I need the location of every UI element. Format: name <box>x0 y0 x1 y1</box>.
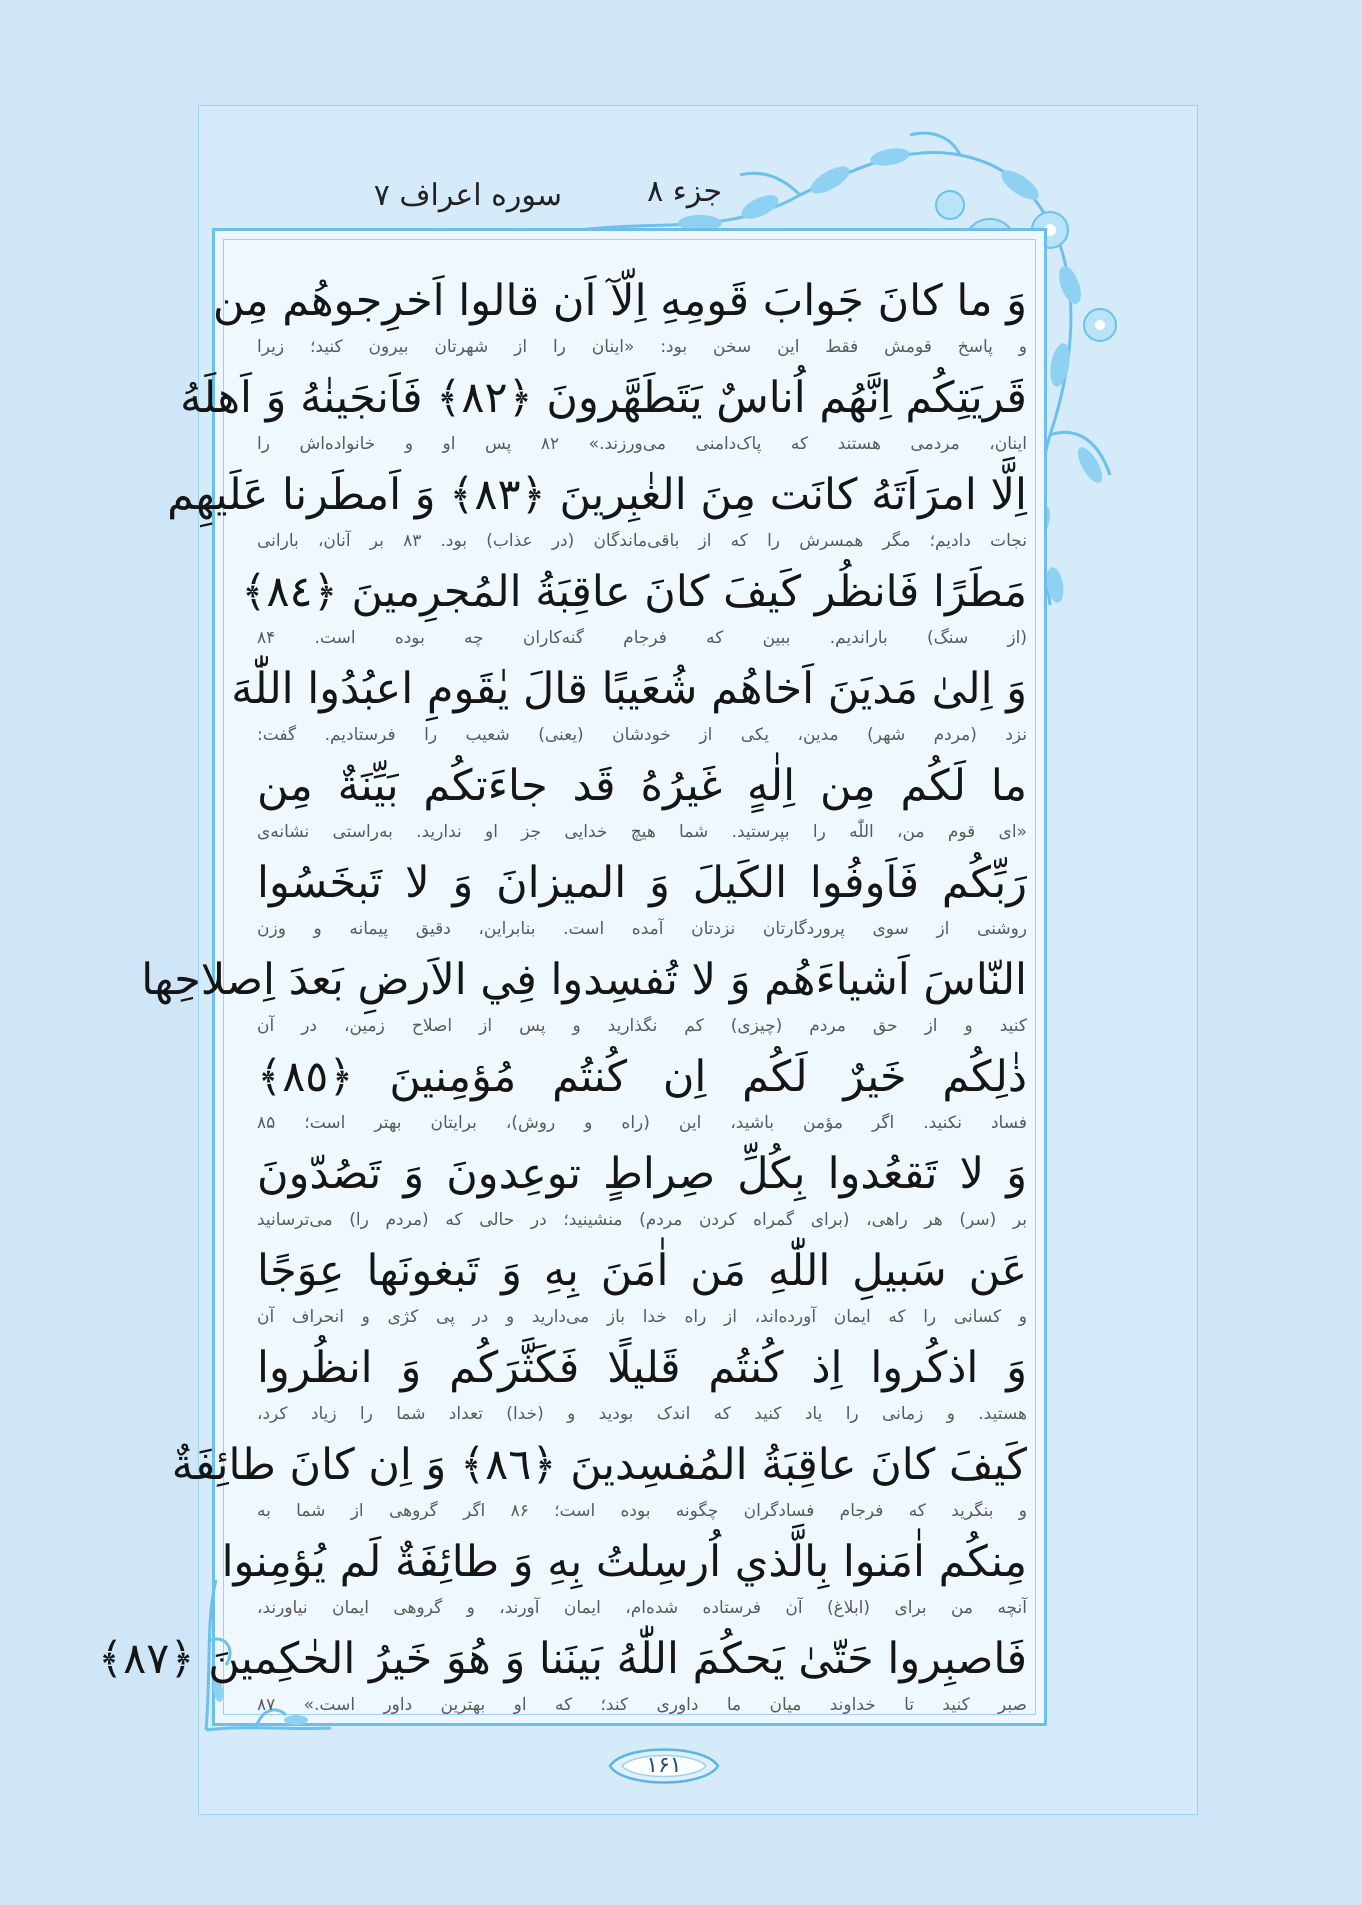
verse-block <box>257 753 1027 850</box>
persian-translation: هستید. و زمانی را یاد کنید که اندک بودید و (خدا) تعداد شما را زیاد کرد، <box>257 1404 1027 1424</box>
persian-translation: نجات دادیم؛ مگر همسرش را که از باقی‌ماندگان (در عذاب) بود. ۸۳ بر آنان، بارانی <box>257 531 1027 551</box>
verse-block <box>167 462 1027 559</box>
persian-translation: «ای قوم من، اللّٰه را بپرستید. شما هیچ خدایی جز او ندارید. به‌راستی نشانه‌ی <box>257 822 1027 842</box>
arabic-line: فَاصبِروا حَتّىٰ يَحكُمَ اللّٰهُ بَينَنا وَ هُوَ خَيرُ الحٰكِمينَ ﴿٨٧﴾ <box>97 1634 1027 1684</box>
persian-translation: روشنی از سوی پروردگارتان نزدتان آمده است. بنابراین، دقیق پیمانه و وزن <box>257 919 1027 939</box>
arabic-line: وَ اذكُروا اِذ كُنتُم قَليلًا فَكَثَّرَكُم وَ انظُروا <box>257 1343 1027 1393</box>
arabic-line: رَبِّكُم فَاَوفُوا الكَيلَ وَ الميزانَ وَ لا تَبخَسُوا <box>257 858 1027 908</box>
verse-block <box>212 268 1027 365</box>
persian-translation: نزد (مردم شهر) مدین، یکی از خودشان (یعنی) شعیب را فرستادیم. گفت: <box>257 725 1027 745</box>
verse-content <box>97 268 1027 1723</box>
arabic-line: وَ اِلىٰ مَديَنَ اَخاهُم شُعَيبًا قالَ يٰقَومِ اعبُدُوا اللّٰهَ <box>231 664 1027 714</box>
page-header <box>0 168 1362 228</box>
verse-block <box>171 1432 1027 1529</box>
verse-block <box>257 1335 1027 1432</box>
verse-block <box>97 1626 1027 1723</box>
persian-translation: آنچه من برای (ابلاغ) آن فرستاده شده‌ام، ایمان آورند، و گروهی ایمان نیاورند، <box>257 1598 1027 1618</box>
arabic-line: وَ ما كانَ جَوابَ قَومِهِ اِلّآ اَن قالوا اَخرِجوهُم مِن <box>212 276 1027 326</box>
verse-block <box>257 850 1027 947</box>
arabic-line: عَن سَبيلِ اللّٰهِ مَن اٰمَنَ بِهِ وَ تَبغونَها عِوَجًا <box>257 1246 1027 1296</box>
persian-translation: بر (سر) هر راهی، (برای گمراه کردن مردم) منشینید؛ در حالی که (مردم را) می‌ترسانید <box>257 1210 1027 1230</box>
arabic-line: اِلَّا امرَاَتَهُ كانَت مِنَ الغٰبِرينَ ﴿٨٣﴾ وَ اَمطَرنا عَلَيهِم <box>167 470 1027 520</box>
arabic-line: مَطَرًا فَانظُر كَيفَ كانَ عاقِبَةُ المُجرِمينَ ﴿٨٤﴾ <box>241 567 1027 617</box>
verse-block <box>221 1529 1027 1626</box>
verse-block <box>231 656 1027 753</box>
persian-translation: صبر کنید تا خداوند میان ما داوری کند؛ که او بهترین داور است.» ۸۷ <box>257 1695 1027 1715</box>
arabic-line: النّاسَ اَشياءَهُم وَ لا تُفسِدوا فِي الاَرضِ بَعدَ اِصلاحِها <box>141 955 1027 1005</box>
persian-translation: و بنگرید که فرجام فسادگران چگونه بوده است؛ ۸۶ اگر گروهی از شما به <box>257 1501 1027 1521</box>
arabic-line: كَيفَ كانَ عاقِبَةُ المُفسِدينَ ﴿٨٦﴾ وَ اِن كانَ طائِفَةٌ <box>171 1440 1027 1490</box>
persian-translation: کنید و از حق مردم (چیزی) کم نگذارید و پس از اصلاح زمین، در آن <box>257 1016 1027 1036</box>
verse-block <box>257 1238 1027 1335</box>
arabic-line: قَريَتِكُم اِنَّهُم اُناسٌ يَتَطَهَّرونَ ﴿٨٢﴾ فَاَنجَينٰهُ وَ اَهلَهُ <box>180 373 1027 423</box>
persian-translation: اینان، مردمی هستند که پاک‌دامنی می‌ورزند.» ۸۲ پس او و خانواده‌اش را <box>257 434 1027 454</box>
verse-block <box>257 1044 1027 1141</box>
verse-block <box>141 947 1027 1044</box>
arabic-line: ما لَكُم مِن اِلٰهٍ غَيرُهُ قَد جاءَتكُم بَيِّنَةٌ مِن <box>257 761 1027 811</box>
surah-label: سوره اعراف ۷ <box>373 178 562 213</box>
persian-translation: و کسانی را که ایمان آورده‌اند، از راه خدا باز می‌دارید و در پی کژی و انحراف آن <box>257 1307 1027 1327</box>
verse-block <box>257 1141 1027 1238</box>
arabic-line: ذٰلِكُم خَيرٌ لَكُم اِن كُنتُم مُؤمِنينَ ﴿٨٥﴾ <box>257 1052 1027 1102</box>
arabic-line: مِنكُم اٰمَنوا بِالَّذي اُرسِلتُ بِهِ وَ طائِفَةٌ لَم يُؤمِنوا <box>221 1537 1027 1587</box>
persian-translation: و پاسخ قومش فقط این سخن بود: «اینان را از شهرتان بیرون کنید؛ زیرا <box>257 337 1027 357</box>
persian-translation: فساد نکنید. اگر مؤمن باشید، این (راه و روش)، برایتان بهتر است؛ ۸۵ <box>257 1113 1027 1133</box>
persian-translation: (از سنگ) باراندیم. ببین که فرجام گنه‌کاران چه بوده است. ۸۴ <box>257 628 1027 648</box>
arabic-line: وَ لا تَقعُدوا بِكُلِّ صِراطٍ توعِدونَ وَ تَصُدّونَ <box>257 1149 1027 1199</box>
juz-label: جزء ۸ <box>647 174 722 209</box>
verse-block <box>241 559 1027 656</box>
verse-block <box>180 365 1027 462</box>
page-number: ۱۶۱ <box>646 1753 682 1778</box>
